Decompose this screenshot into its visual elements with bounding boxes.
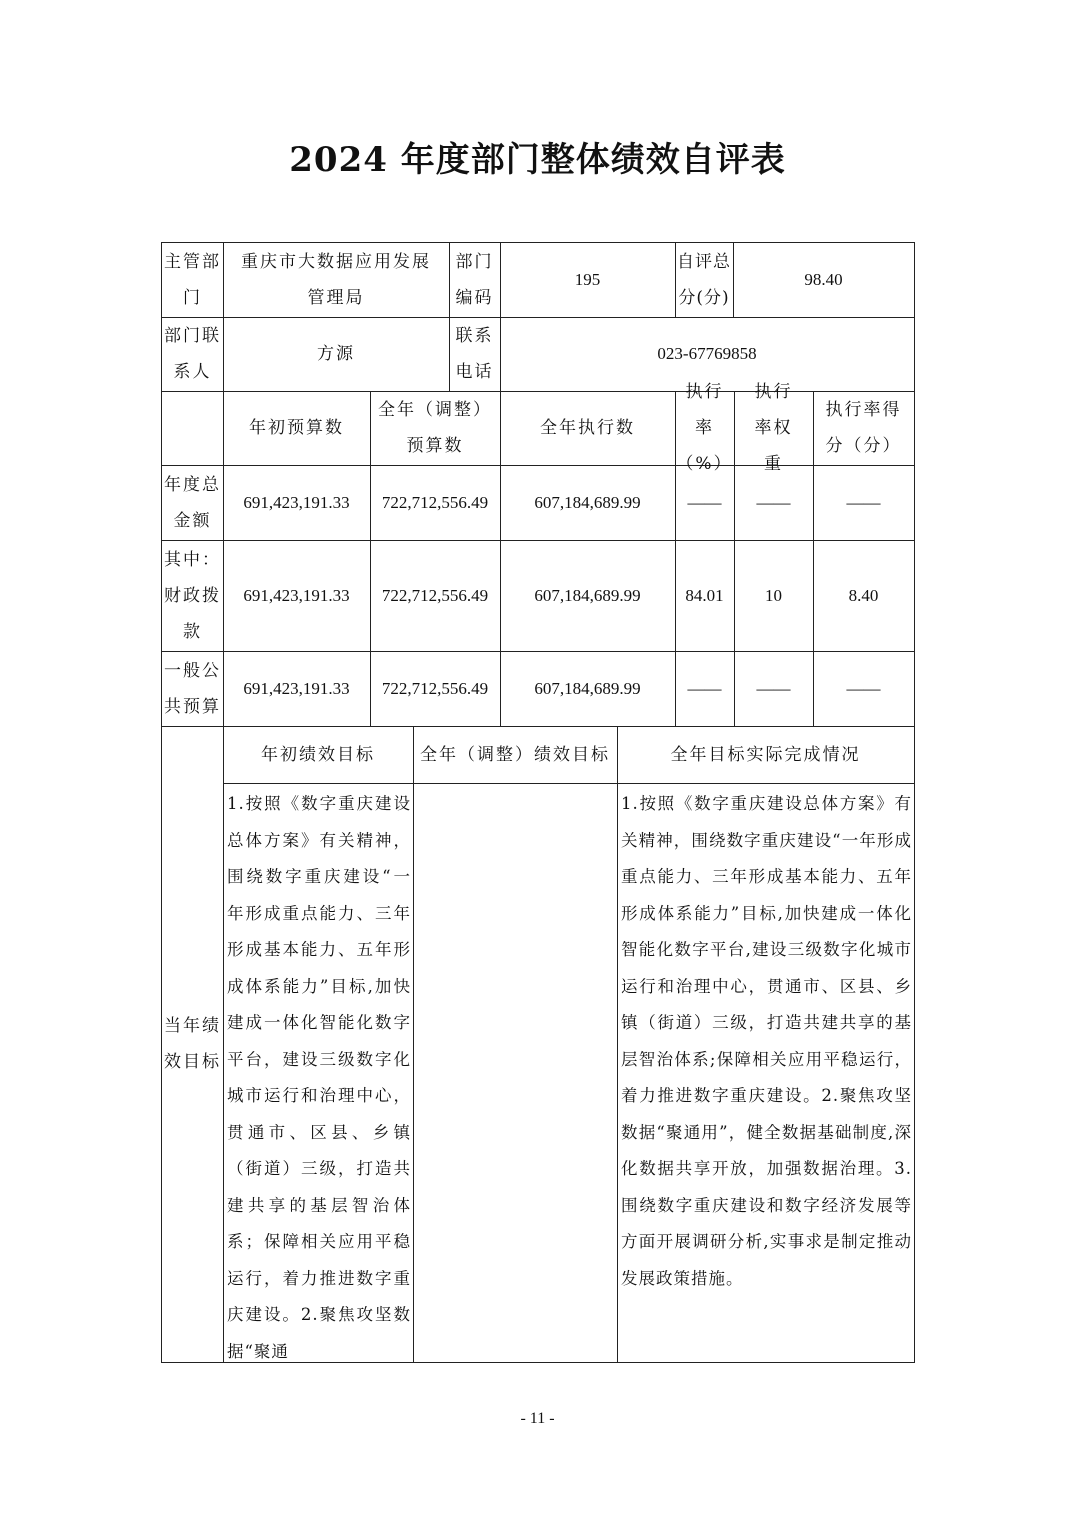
contact-label: 部门联系人 [164,326,221,382]
general-weight: —— [756,678,791,698]
goal-adjusted-text [414,786,617,1362]
header-exec-score: 执行率得分（分） [825,400,902,456]
goals-label: 当年绩效目标 [164,1016,221,1072]
general-rate: —— [687,678,722,698]
general-exec: 607,184,689.99 [534,678,641,698]
header-goal-initial: 年初绩效目标 [261,744,375,765]
self-score-label: 自评总分(分) [677,252,731,308]
header-goal-adjusted: 全年（调整）绩效目标 [420,744,610,765]
fiscal-rate: 84.01 [685,585,724,605]
row-fiscal-label: 其中：财政拨款 [164,549,221,642]
total-exec: 607,184,689.99 [534,492,641,512]
total-initial: 691,423,191.33 [243,492,350,512]
general-adjusted: 722,712,556.49 [381,678,489,698]
dept-code-label: 部门编码 [455,252,494,308]
header-annual-exec: 全年执行数 [540,418,635,438]
total-score: —— [846,492,881,512]
general-score: —— [846,678,881,698]
header-exec-rate: 执行率（%） [676,382,733,474]
phone-value: 023-67769858 [657,344,757,363]
fiscal-exec: 607,184,689.99 [534,585,641,605]
total-adjusted: 722,712,556.49 [381,492,489,512]
header-goal-actual: 全年目标实际完成情况 [670,744,861,765]
performance-table [161,242,915,1363]
total-rate: —— [687,492,722,512]
self-score-value: 98.40 [804,270,843,289]
fiscal-weight: 10 [765,585,782,605]
header-budget-adjusted: 全年（调整）预算数 [378,400,492,456]
goal-initial-text: 1.按照《数字重庆建设总体方案》有关精神，围绕数字重庆建设“一年形成重点能力、三年形成基本能力、五年形成体系能力”目标,加快建成一体化智能化数字平台，建设三级数字化城市运行和治理中心，贯通市、区县、乡镇（街道）三级，打造共建共享的基层智治体系；保障相关应用平稳运行，着力推进数字重庆建设。2.聚焦攻坚数据“聚通 [227,794,411,1361]
fiscal-initial: 691,423,191.33 [243,585,350,605]
general-initial: 691,423,191.33 [243,678,350,698]
page-number: - 11 - [520,1410,555,1427]
contact-name: 方源 [317,344,355,364]
header-exec-weight: 执行率权重 [754,382,793,474]
dept-code-value: 195 [574,270,601,289]
page-title: 2024 年度部门整体绩效自评表 [289,140,786,180]
fiscal-score: 8.40 [848,585,879,605]
goal-actual-text: 1.按照《数字重庆建设总体方案》有关精神，围绕数字重庆建设“一年形成重点能力、三年形成基本能力、五年形成体系能力”目标,加快建成一体化智能化数字平台,建设三级数字化城市运行和治理中心，贯通市、区县、乡镇（街道）三级，打造共建共享的基层智治体系;保障相关应用平稳运行，着力推进数字重庆建设。2.聚焦攻坚数据“聚通用”，健全数据基础制度,深化数据共享开放，加强数据治理。3.围绕数字重庆建设和数字经济发展等方面开展调研分析,实事求是制定推动发展政策措施。 [621,794,912,1288]
department-name: 重庆市大数据应用发展管理局 [241,252,431,308]
total-weight: —— [756,492,791,512]
dept-label: 主管部门 [164,252,221,308]
header-budget-initial: 年初预算数 [249,418,344,438]
row-general-label: 一般公共预算 [164,660,221,717]
fiscal-adjusted: 722,712,556.49 [381,585,489,605]
row-total-label: 年度总金额 [164,474,221,531]
phone-label: 联系电话 [455,326,494,382]
